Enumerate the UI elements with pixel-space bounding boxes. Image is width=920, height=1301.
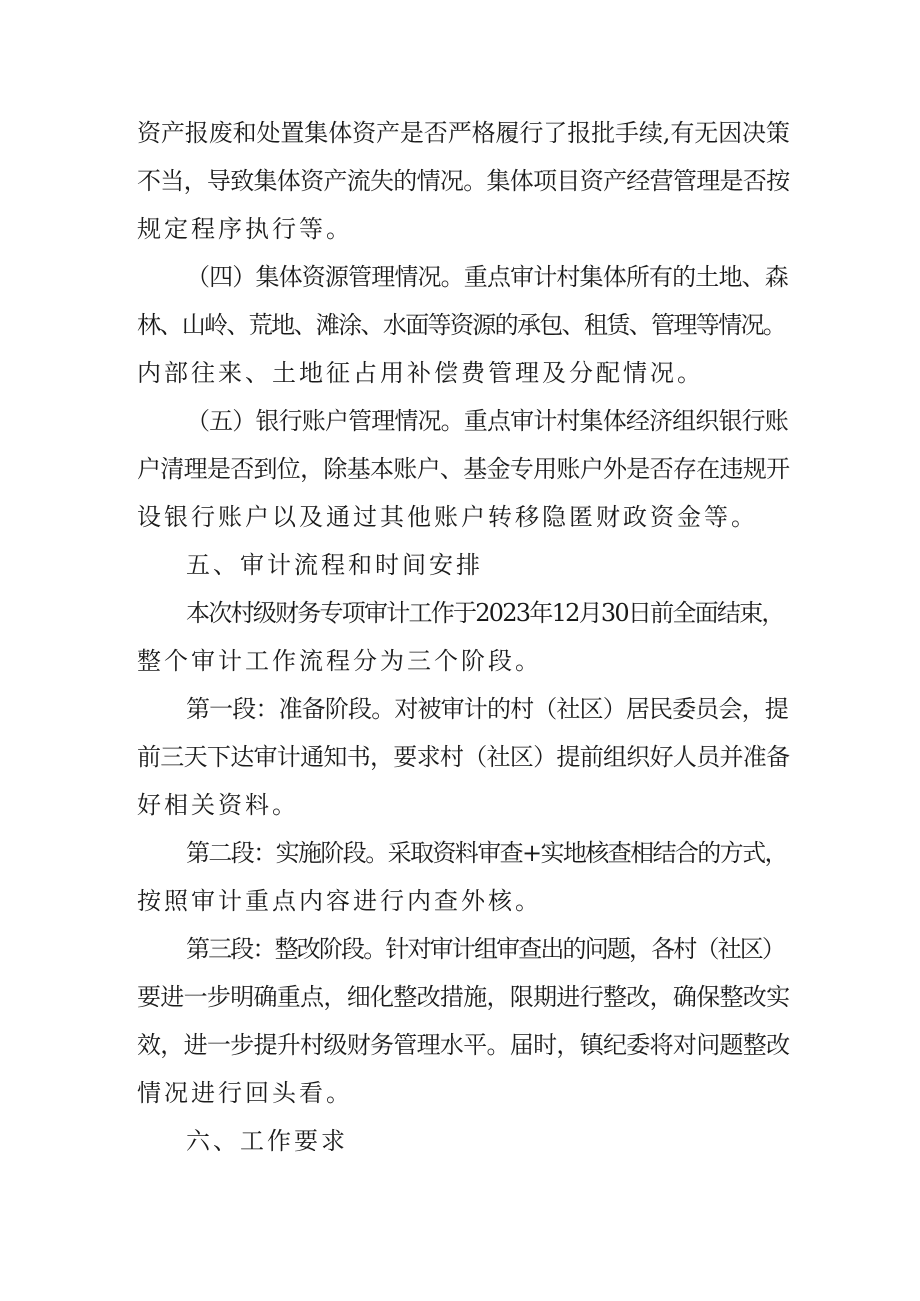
stage-three: 第三段：整改阶段。针对审计组审查出的问题，各村（社区） <box>186 935 785 963</box>
paragraph-line: 设银行账户以及通过其他账户转移隐匿财政资金等。 <box>137 503 758 531</box>
paragraph-line: 本次村级财务专项审计工作于2023年12月30日前全面结束， <box>186 599 784 627</box>
paragraph-line: 好相关资料。 <box>137 791 299 819</box>
section-item-four: （四）集体资源管理情况。重点审计村集体所有的土地、森 <box>186 263 788 291</box>
section-heading-five: 五、审计流程和时间安排 <box>186 551 483 579</box>
paragraph-line: 林、山岭、荒地、滩涂、水面等资源的承包、租赁、管理等情况。 <box>137 311 786 339</box>
paragraph-line: 要进一步明确重点，细化整改措施，限期进行整改，确保整改实 <box>137 983 790 1011</box>
paragraph-line: 户清理是否到位，除基本账户、基金专用账户外是否存在违规开 <box>137 455 790 483</box>
paragraph-line: 前三天下达审计通知书，要求村（社区）提前组织好人员并准备 <box>137 743 790 771</box>
section-heading-six: 六、工作要求 <box>186 1127 348 1155</box>
paragraph-line: 按照审计重点内容进行内查外核。 <box>137 887 542 915</box>
section-item-five: （五）银行账户管理情况。重点审计村集体经济组织银行账 <box>186 407 788 435</box>
paragraph-line: 整个审计工作流程分为三个阶段。 <box>137 647 542 675</box>
paragraph-line: 情况进行回头看。 <box>137 1079 353 1107</box>
paragraph-line: 效，进一步提升村级财务管理水平。届时，镇纪委将对问题整改 <box>137 1031 790 1059</box>
paragraph-line: 不当，导致集体资产流失的情况。集体项目资产经营管理是否按 <box>137 167 790 195</box>
paragraph-line: 规定程序执行等。 <box>137 215 353 243</box>
paragraph-line: 内部往来、土地征占用补偿费管理及分配情况。 <box>137 359 704 387</box>
stage-one: 第一段：准备阶段。对被审计的村（社区）居民委员会，提 <box>186 695 788 723</box>
stage-two: 第二段：实施阶段。采取资料审查+实地核查相结合的方式， <box>186 839 787 867</box>
paragraph-line: 资产报废和处置集体资产是否严格履行了报批手续,有无因决策 <box>137 119 790 147</box>
